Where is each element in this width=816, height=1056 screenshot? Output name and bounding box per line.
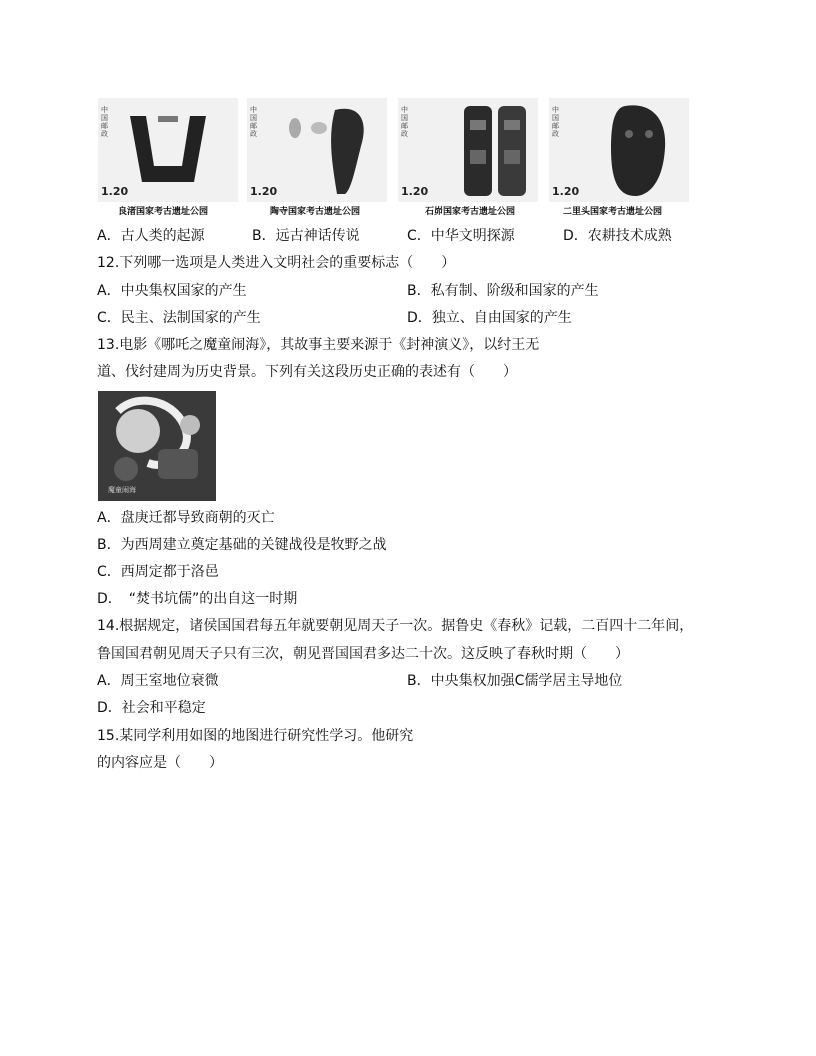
q11-option-b: B．远古神话传说 bbox=[252, 228, 360, 244]
q14-option-a: A．周王室地位衰微 bbox=[97, 673, 219, 689]
q13-option-b: B．为西周建立奠定基础的关键战役是牧野之战 bbox=[97, 537, 387, 553]
poster-label: 魔童闹海 bbox=[108, 486, 136, 494]
q13-option-d: D． “焚书坑儒”的出自这一时期 bbox=[97, 591, 298, 607]
q12-option-c: C．民主、法制国家的产生 bbox=[97, 310, 261, 326]
stamp-caption: 陶寺国家考古遗址公园 bbox=[270, 207, 361, 217]
stamp-price: 1.20 bbox=[401, 185, 429, 198]
stamp-erlitou bbox=[549, 98, 689, 202]
stamp-side-text: 中国邮政 bbox=[552, 106, 559, 138]
q12-option-a: A．中央集权国家的产生 bbox=[97, 283, 247, 299]
stamp-price: 1.20 bbox=[250, 185, 278, 198]
stamp-price: 1.20 bbox=[552, 185, 580, 198]
q12-stem: 12.下列哪一选项是人类进入文明社会的重要标志（ ） bbox=[97, 255, 456, 271]
q15-stem-line2: 的内容应是（ ） bbox=[97, 755, 223, 771]
q14-stem-line2: 鲁国国君朝见周天子只有三次，朝见晋国国君多达二十次。这反映了春秋时期（ ） bbox=[97, 646, 629, 662]
q14-option-b: B．中央集权加强C儒学居主导地位 bbox=[407, 673, 623, 689]
stamp-price: 1.20 bbox=[101, 185, 129, 198]
q15-stem-line1: 15.某同学利用如图的地图进行研究性学习。他研究 bbox=[97, 728, 414, 744]
stamp-liangzhu bbox=[98, 98, 238, 202]
stamp-caption: 二里头国家考古遗址公园 bbox=[563, 207, 663, 217]
q12-option-b: B．私有制、阶级和国家的产生 bbox=[407, 283, 599, 299]
stamp-caption: 良渚国家考古遗址公园 bbox=[118, 207, 209, 217]
q12-option-d: D．独立、自由国家的产生 bbox=[407, 310, 572, 326]
q11-option-c: C．中华文明探源 bbox=[407, 228, 515, 244]
q14-stem-line1: 14.根据规定，诸侯国国君每五年就要朝见周天子一次。据鲁史《春秋》记载，二百四十二年间， bbox=[97, 618, 694, 634]
q11-option-a: A．古人类的起源 bbox=[97, 228, 205, 244]
q13-stem-line2: 道、伐纣建周为历史背景。下列有关这段历史正确的表述有（ ） bbox=[97, 364, 517, 380]
stamp-side-text: 中国邮政 bbox=[250, 106, 257, 138]
q11-option-d: D．农耕技术成熟 bbox=[563, 228, 672, 244]
q14-option-d: D．社会和平稳定 bbox=[97, 700, 206, 716]
q13-option-a: A．盘庚迁都导致商朝的灭亡 bbox=[97, 510, 275, 526]
q13-stem-line1: 13.电影《哪吒之魔童闹海》，其故事主要来源于《封神演义》，以纣王无 bbox=[97, 337, 540, 353]
stamp-caption: 石峁国家考古遗址公园 bbox=[425, 207, 516, 217]
movie-poster-image bbox=[98, 391, 216, 501]
stamp-shimao bbox=[398, 98, 538, 202]
stamp-side-text: 中国邮政 bbox=[101, 106, 108, 138]
q13-option-c: C．西周定都于洛邑 bbox=[97, 564, 219, 580]
stamp-taosi bbox=[247, 98, 387, 202]
stamp-side-text: 中国邮政 bbox=[401, 106, 408, 138]
